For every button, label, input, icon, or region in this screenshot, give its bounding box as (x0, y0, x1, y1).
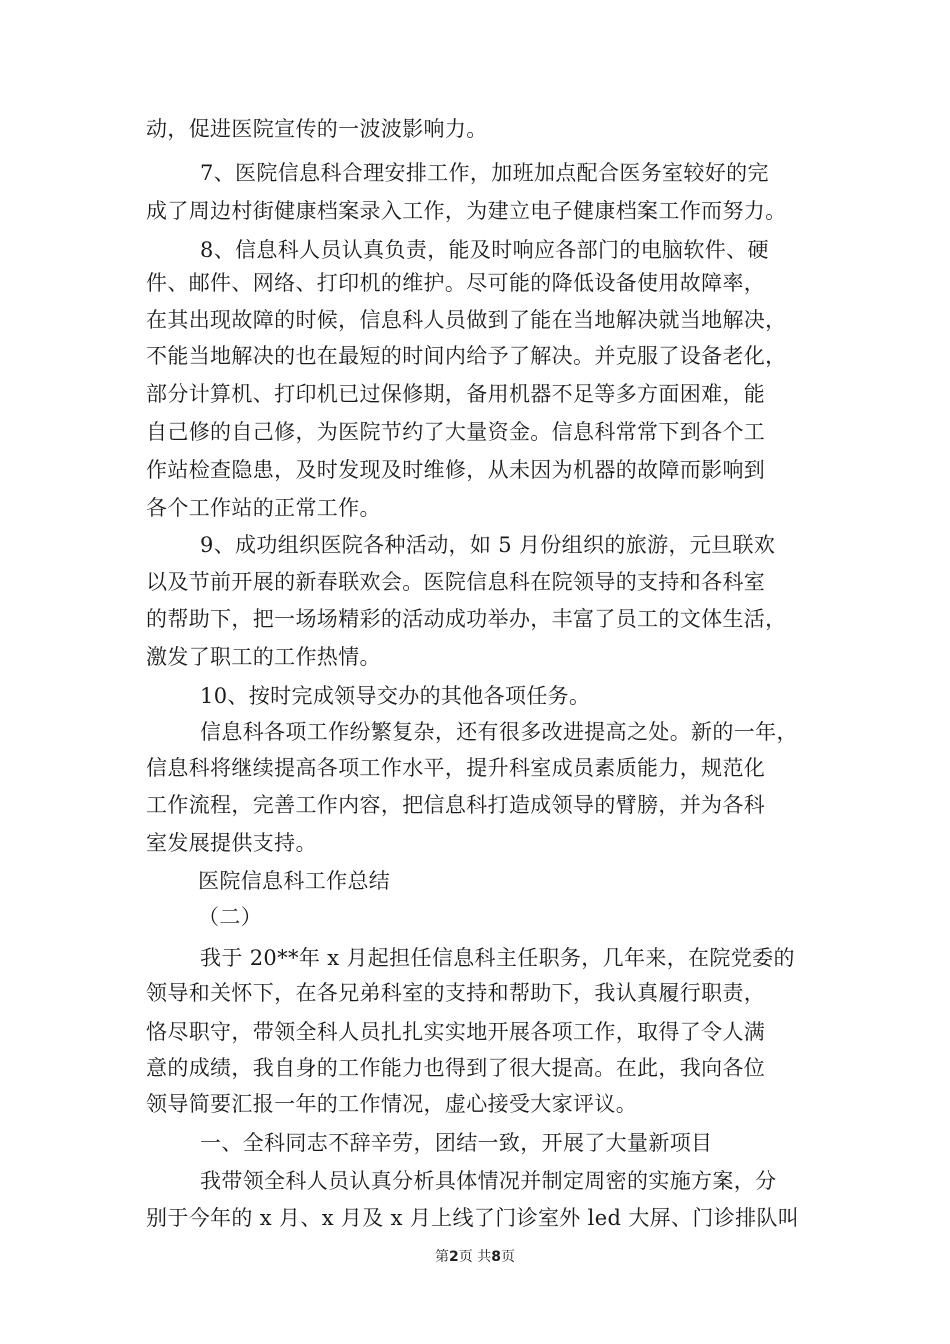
page-footer (0, 1247, 950, 1267)
text-line: 我于 20**年 x 月起担任信息科主任职务，几年来，在院党委的 (200, 946, 795, 970)
text-line: 8、信息科人员认真负责，能及时响应各部门的电脑软件、硬 (200, 238, 769, 262)
text-line: 领导和关怀下，在各兄弟科室的支持和帮助下，我认真履行职责， (146, 981, 766, 1005)
text-line: 部分计算机、打印机已过保修期，备用机器不足等多方面困难，能 (146, 382, 766, 406)
text-line: 9、成功组织医院各种活动，如 5 月份组织的旅游，元旦联欢 (200, 533, 776, 557)
text-line: 我带领全科人员认真分析具体情况并制定周密的实施方案，分 (200, 1169, 777, 1193)
footer-prefix: 第 (435, 1249, 450, 1265)
text-line: 意的成绩，我自身的工作能力也得到了很大提高。在此，我向各位 (146, 1056, 766, 1080)
text-line: 一、全科同志不辞辛劳，团结一致，开展了大量新项目 (200, 1131, 713, 1155)
text-line: 室发展提供支持。 (146, 831, 317, 855)
text-line: 信息科将继续提高各项工作水平，提升科室成员素质能力，规范化 (146, 756, 766, 780)
footer-suffix: 页 (500, 1249, 515, 1265)
text-line: 成了周边村街健康档案录入工作，为建立电子健康档案工作而努力。 (146, 199, 787, 223)
text-line: 领导简要汇报一年的工作情况，虚心接受大家评议。 (146, 1092, 638, 1116)
text-line: 自己修的自己修，为医院节约了大量资金。信息科常常下到各个工 (146, 420, 766, 444)
text-line: 在其出现故障的时候，信息科人员做到了能在当地解决就当地解决， (146, 308, 787, 332)
text-line: 以及节前开展的新春联欢会。医院信息科在院领导的支持和各科室 (146, 570, 766, 594)
text-line: 各个工作站的正常工作。 (146, 496, 381, 520)
text-line: 7、医院信息科合理安排工作，加班加点配合医务室较好的完 (200, 161, 769, 185)
text-line: 不能当地解决的也在最短的时间内给予了解决。并克服了设备老化， (146, 344, 787, 368)
page-total: 8 (491, 1249, 501, 1265)
text-line: 的帮助下，把一场场精彩的活动成功举办，丰富了员工的文体生活， (146, 607, 787, 631)
text-line: 恪尽职守，带领全科人员扎扎实实地开展各项工作，取得了令人满 (146, 1020, 766, 1044)
page-number: 2 (449, 1249, 459, 1265)
text-line: 激发了职工的工作热情。 (146, 645, 381, 669)
text-line: 别于今年的 x 月、x 月及 x 月上线了门诊室外 led 大屏、门诊排队叫 (146, 1206, 800, 1230)
text-line: 动，促进医院宣传的一波波影响力。 (146, 117, 488, 141)
text-line: 件、邮件、网络、打印机的维护。尽可能的降低设备使用故障率， (146, 271, 766, 295)
text-line: 作站检查隐患，及时发现及时维修，从未因为机器的故障而影响到 (146, 458, 766, 482)
text-line: 工作流程，完善工作内容，把信息科打造成领导的臂膀，并为各科 (146, 793, 766, 817)
text-line: 10、按时完成领导交办的其他各项任务。 (200, 684, 591, 708)
footer-middle: 页 共 (458, 1249, 492, 1265)
section-title: 医院信息科工作总结 (198, 869, 391, 893)
text-line: 信息科各项工作纷繁复杂，还有很多改进提高之处。新的一年， (200, 720, 798, 744)
section-subtitle: （二） (198, 905, 263, 929)
